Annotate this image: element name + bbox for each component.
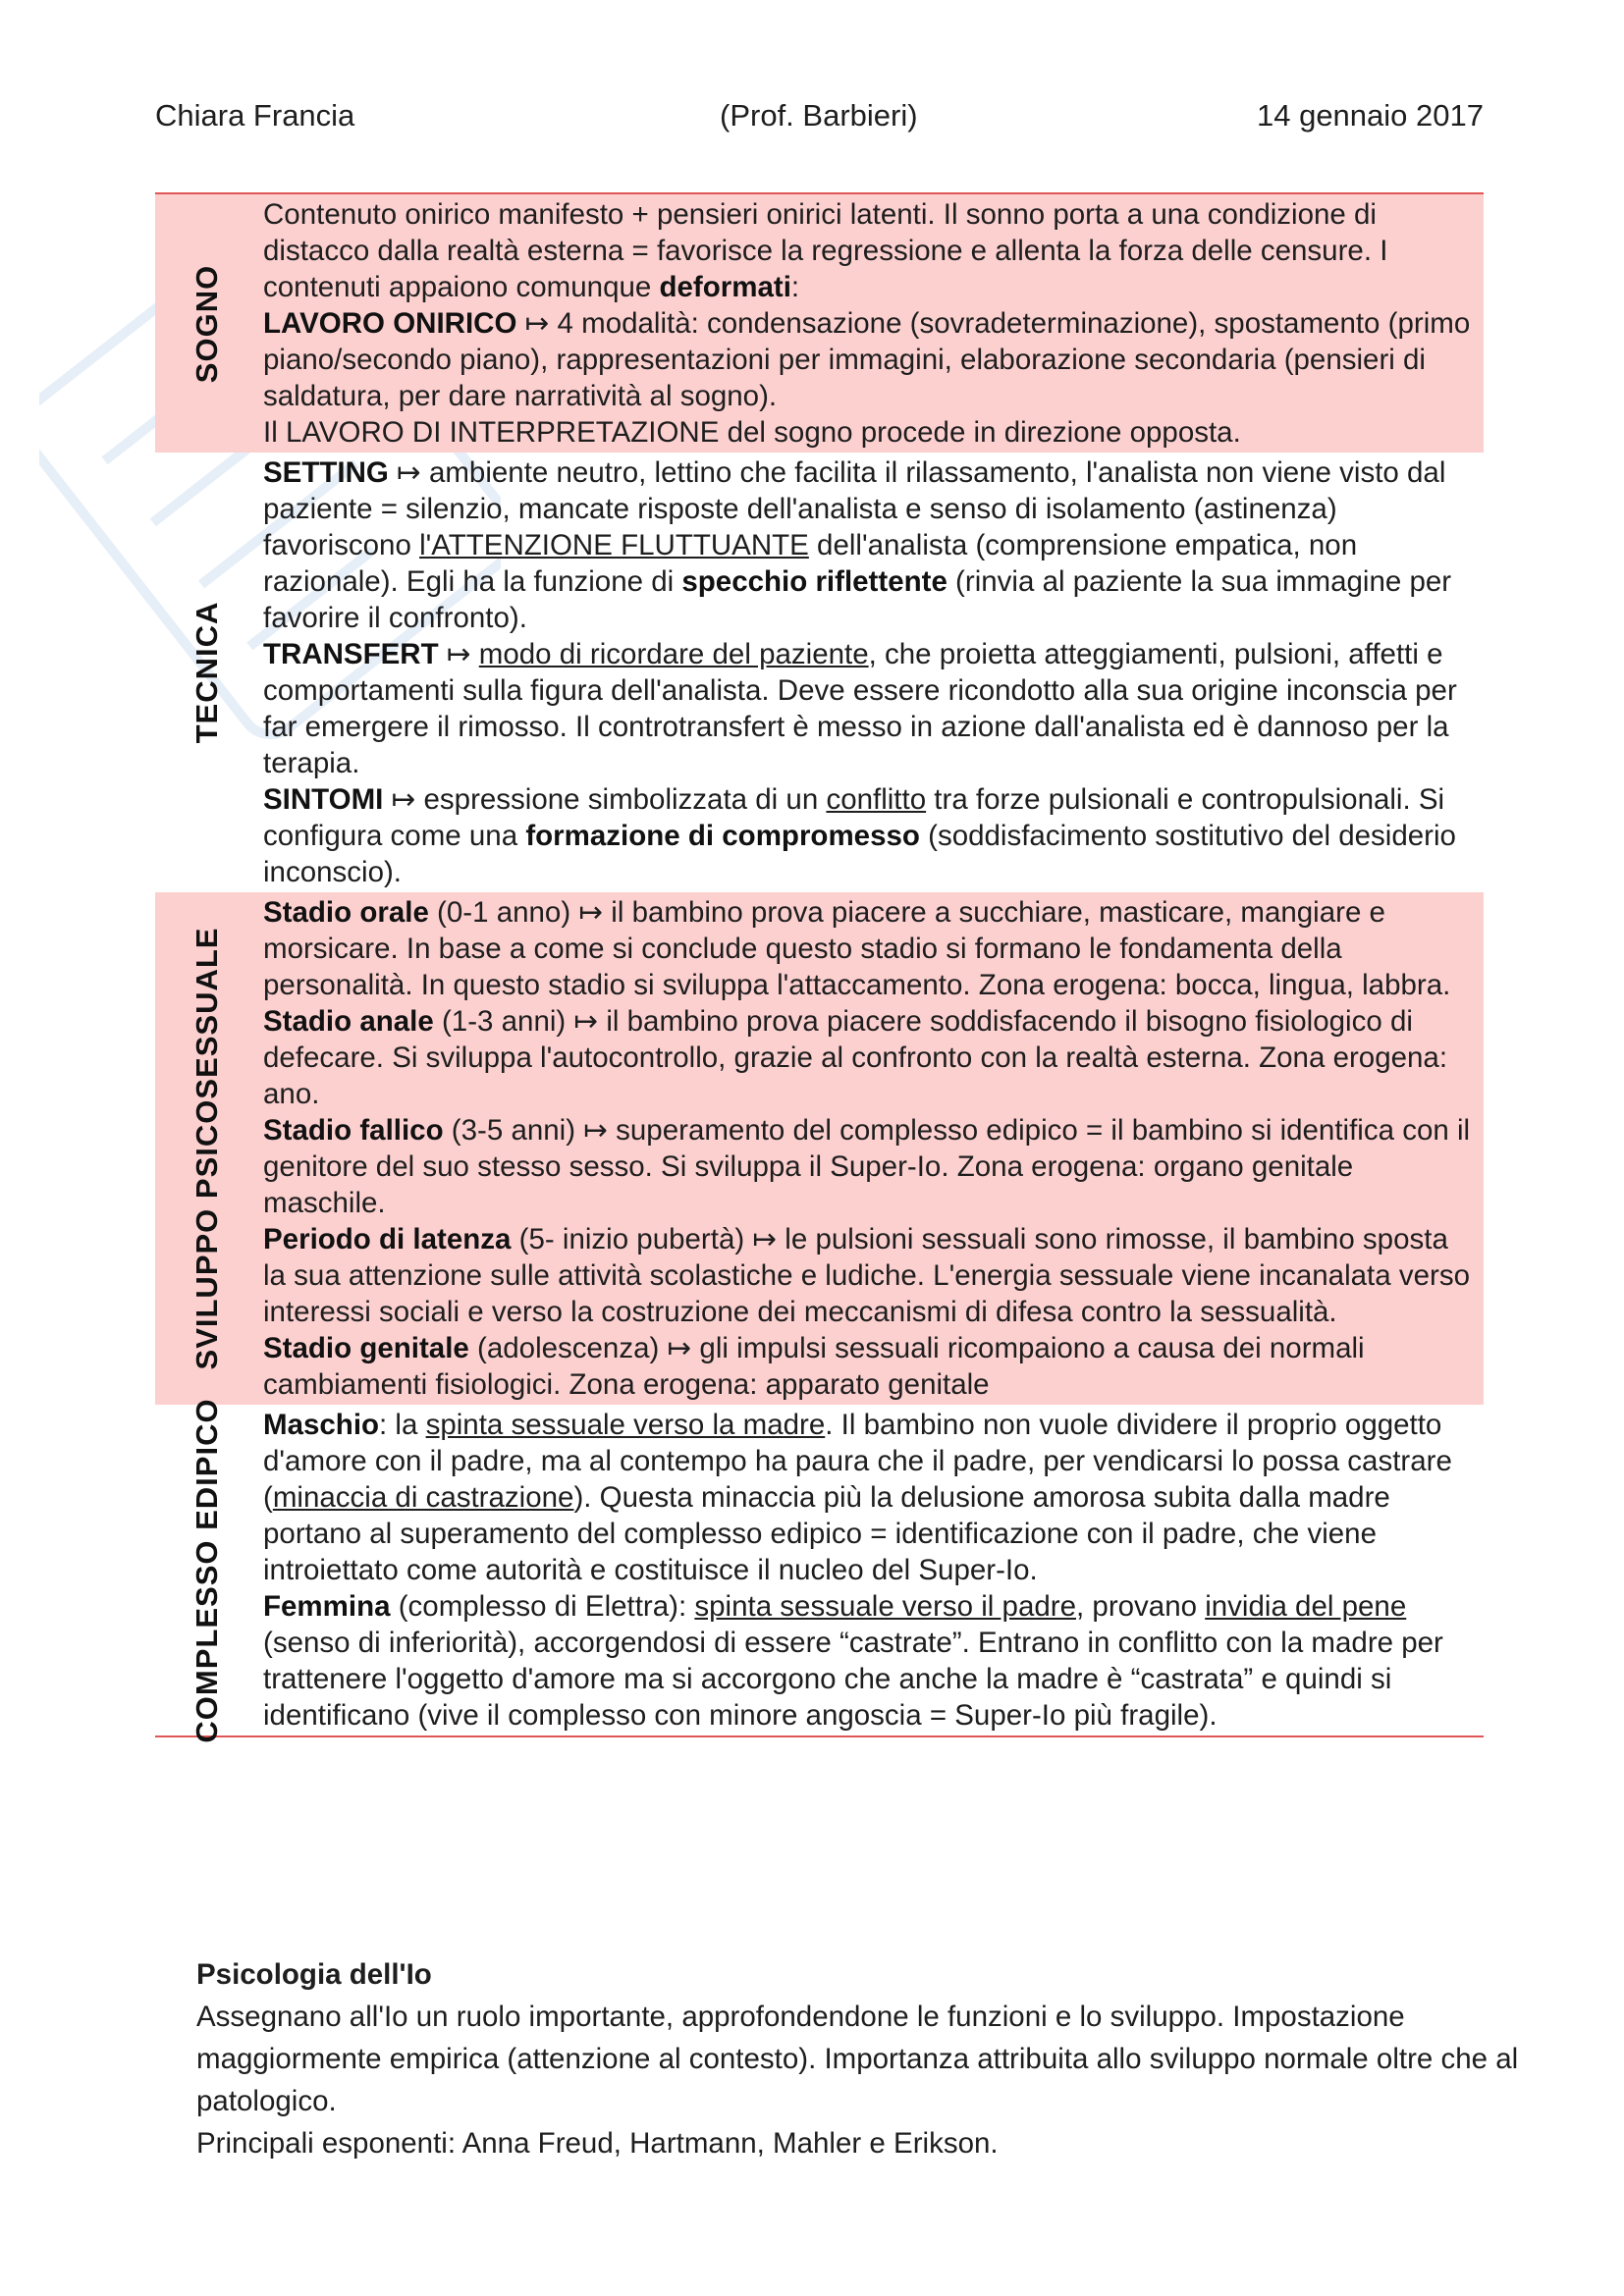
section-row bbox=[155, 453, 1484, 892]
bold-term: SETTING bbox=[263, 456, 389, 489]
text-run: , che proietta atteggiamenti, pulsioni, affetti e comportamenti sulla figura dell'analista. Deve essere ricondotto alla sua origine inconscia per far emergere il rimosso. Il controtransfert è messo in azione dall'analista ed è dannoso per la terapia. bbox=[263, 638, 1457, 779]
bold-term: Periodo di latenza bbox=[263, 1223, 512, 1255]
paragraph bbox=[263, 305, 1474, 414]
text-run: (0-1 anno) ↦ il bambino prova piacere a succhiare, masticare, mangiare e morsicare. In base a come si conclude questo stadio si formano le fondamenta della personalità. In questo stadio si sviluppa l'attaccamento. Zona erogena: bocca, lingua, labbra. bbox=[263, 896, 1451, 1001]
bold-term: Stadio genitale bbox=[263, 1332, 469, 1364]
text-run: ). Questa minaccia più la delusione amorosa subita dalla madre portano al superamento del complesso edipico = identificazione con il padre, che viene introiettato come autorità e costituisce il nucleo del Super-Io. bbox=[263, 1481, 1390, 1586]
text-run: (5- inizio pubertà) ↦ le pulsioni sessuali sono rimosse, il bambino sposta la sua attenzione sulle attività scolastiche e ludiche. L'energia sessuale viene incanalata verso interessi sociali e verso la costruzione dei meccanismi di difesa contro la sessualità. bbox=[263, 1223, 1470, 1328]
paragraph bbox=[263, 1003, 1474, 1112]
text-run: dell'analista (comprensione empatica, non razionale). Egli ha la funzione di bbox=[263, 529, 1358, 598]
paragraph bbox=[263, 1330, 1474, 1403]
section-row bbox=[155, 193, 1484, 453]
text-run: Contenuto onirico manifesto + pensieri onirici latenti. Il sonno porta a una condizione di distacco dalla realtà esterna = favorisce la regressione e allenta la forza delle censure. I contenuti appaiono comunque bbox=[263, 198, 1388, 303]
text-run: (1-3 anni) ↦ il bambino prova piacere soddisfacendo il bisogno fisiologico di defecare. Si sviluppa l'autocontrollo, grazie al confronto con la realtà esterna. Zona erogena: ano. bbox=[263, 1005, 1448, 1110]
text-run: : la bbox=[379, 1409, 426, 1441]
text-run: ↦ bbox=[438, 638, 479, 670]
section-label-cell bbox=[155, 453, 259, 892]
text-run: Il LAVORO DI INTERPRETAZIONE del sogno procede in direzione opposta. bbox=[263, 416, 1241, 449]
underlined-term: l'ATTENZIONE FLUTTUANTE bbox=[419, 529, 809, 561]
section-label: COMPLESSO EDIPICO bbox=[189, 1397, 224, 1743]
document-date: 14 gennaio 2017 bbox=[1256, 98, 1484, 133]
paragraph bbox=[263, 781, 1474, 890]
paragraph bbox=[263, 454, 1474, 636]
section-label: TECNICA bbox=[189, 601, 224, 744]
underlined-term: spinta sessuale verso il padre bbox=[694, 1590, 1077, 1623]
author-name: Chiara Francia bbox=[155, 98, 355, 133]
text-run: (senso di inferiorità), accorgendosi di essere “castrate”. Entrano in conflitto con la madre per trattenere l'oggetto d'amore ma si accorgono che anche la madre è “castrata” e quindi si identificano (vive il complesso con minore angoscia = Super-Io più fragile). bbox=[263, 1627, 1443, 1732]
underlined-term: spinta sessuale verso la madre bbox=[425, 1409, 826, 1441]
section-content bbox=[259, 1405, 1484, 1736]
text-run: ↦ espressione simbolizzata di un bbox=[383, 783, 827, 816]
paragraph bbox=[263, 1588, 1474, 1734]
text-run: (soddisfacimento sostitutivo del desiderio inconscio). bbox=[263, 820, 1456, 888]
underlined-term: conflitto bbox=[826, 783, 927, 816]
bold-term: SINTOMI bbox=[263, 783, 384, 816]
bold-term: Stadio orale bbox=[263, 896, 429, 929]
section-row bbox=[155, 892, 1484, 1405]
section-label: SOGNO bbox=[189, 264, 224, 383]
paragraph bbox=[263, 894, 1474, 1003]
section-content bbox=[259, 453, 1484, 892]
section-label-cell bbox=[155, 892, 259, 1405]
paragraph bbox=[263, 636, 1474, 781]
text-run: ↦ 4 modalità: condensazione (sovradeterminazione), spostamento (primo piano/secondo piano), rappresentazioni per immagini, elaborazione secondaria (pensieri di saldatura, per dare narratività al sogno). bbox=[263, 307, 1471, 412]
professor-name: (Prof. Barbieri) bbox=[720, 98, 918, 133]
paragraph bbox=[263, 196, 1474, 305]
bold-term: formazione di compromesso bbox=[525, 820, 920, 852]
psicologia-section bbox=[196, 1953, 1532, 2164]
section-row bbox=[155, 1405, 1484, 1736]
paragraph bbox=[263, 1407, 1474, 1588]
bold-term: deformati bbox=[659, 271, 791, 303]
paragraph bbox=[263, 414, 1474, 451]
section-label-cell bbox=[155, 1397, 259, 1743]
bold-term: Femmina bbox=[263, 1590, 391, 1623]
bold-term: Maschio bbox=[263, 1409, 380, 1441]
bold-term: Stadio anale bbox=[263, 1005, 434, 1038]
text-run: : bbox=[790, 271, 800, 303]
section-content bbox=[259, 892, 1484, 1405]
underlined-term: modo di ricordare del paziente bbox=[478, 638, 869, 670]
underlined-term: minaccia di castrazione bbox=[272, 1481, 574, 1514]
text-run: , provano bbox=[1076, 1590, 1206, 1623]
text-run: tra forze pulsionali e contropulsionali. Si configura come una bbox=[263, 783, 1445, 852]
bold-term: specchio riflettente bbox=[681, 565, 947, 598]
text-run: (rinvia al paziente la sua immagine per favorire il confronto). bbox=[263, 565, 1452, 634]
text-run: (adolescenza) ↦ gli impulsi sessuali ricompaiono a causa dei normali cambiamenti fisiologici. Zona erogena: apparato genitale bbox=[263, 1332, 1365, 1401]
text-run: ↦ ambiente neutro, lettino che facilita il rilassamento, l'analista non viene visto dal paziente = silenzio, mancate risposte dell'analista e senso di isolamento (astinenza) favoriscono bbox=[263, 456, 1446, 561]
notes-table bbox=[155, 192, 1484, 1743]
section-exponents: Principali esponenti: Anna Freud, Hartmann, Mahler e Erikson. bbox=[196, 2127, 999, 2160]
section-label-cell bbox=[155, 193, 259, 453]
bold-term: LAVORO ONIRICO bbox=[263, 307, 517, 340]
text-run: . Il bambino non vuole dividere il proprio oggetto d'amore con il padre, ma al contempo ha paura che il padre, per vendicarsi lo possa castrare ( bbox=[263, 1409, 1452, 1514]
page-header bbox=[155, 94, 1484, 137]
section-body: Assegnano all'Io un ruolo importante, approfondendone le funzioni e lo sviluppo. Impostazione maggiormente empirica (attenzione al contesto). Importanza attribuita allo sviluppo normale oltre che al patologico. bbox=[196, 2001, 1519, 2117]
paragraph bbox=[263, 1112, 1474, 1221]
underlined-term: invidia del pene bbox=[1205, 1590, 1407, 1623]
section-title: Psicologia dell'Io bbox=[196, 1958, 432, 1991]
bold-term: Stadio fallico bbox=[263, 1114, 444, 1147]
bold-term: TRANSFERT bbox=[263, 638, 439, 670]
paragraph bbox=[263, 1221, 1474, 1330]
section-content bbox=[259, 193, 1484, 453]
text-run: (complesso di Elettra): bbox=[390, 1590, 695, 1623]
section-label: SVILUPPO PSICOSESSUALE bbox=[189, 927, 224, 1370]
text-run: (3-5 anni) ↦ superamento del complesso edipico = il bambino si identifica con il genitore del suo stesso sesso. Si sviluppa il Super-Io. Zona erogena: organo genitale maschile. bbox=[263, 1114, 1471, 1219]
